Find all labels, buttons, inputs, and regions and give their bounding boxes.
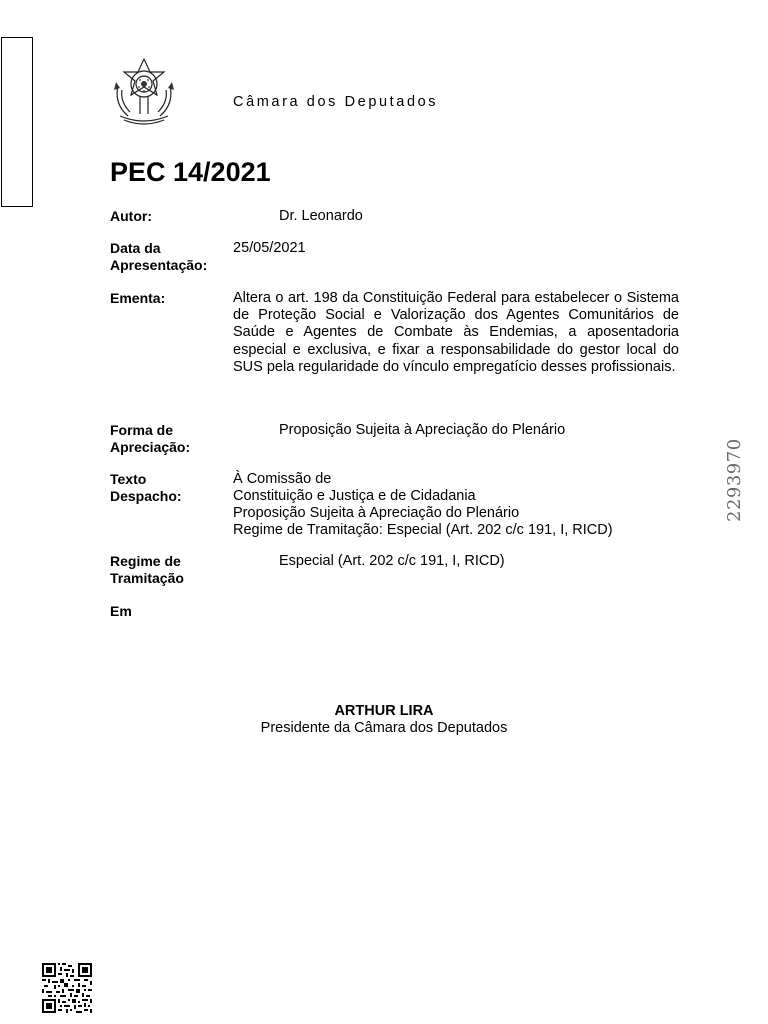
forma-label-line1: Forma de (110, 422, 174, 438)
data-value: 25/05/2021 (233, 240, 306, 256)
left-margin-stamp-box (1, 37, 33, 207)
despacho-line: Regime de Tramitação: Especial (Art. 202 c/c 191, I, RICD) (233, 522, 613, 538)
data-label (110, 240, 230, 274)
despacho-label (110, 471, 230, 505)
regime-label-line2: Tramitação (110, 570, 184, 586)
brazil-coat-of-arms-icon (110, 56, 178, 128)
autor-value: Dr. Leonardo (279, 208, 363, 224)
despacho-label-line1: Texto (110, 471, 147, 487)
qr-code-icon (42, 963, 92, 1013)
data-label-line2: Apresentação: (110, 257, 208, 273)
despacho-text (233, 471, 613, 539)
side-document-number: 2293970 (724, 438, 745, 522)
despacho-label-line2: Despacho: (110, 488, 182, 504)
regime-label (110, 553, 230, 587)
em-label: Em (110, 603, 132, 619)
ementa-label: Ementa: (110, 290, 166, 306)
data-label-line1: Data da (110, 240, 161, 256)
despacho-line: Constituição e Justiça e de Cidadania (233, 488, 476, 504)
forma-label-line2: Apreciação: (110, 439, 191, 455)
document-title: PEC 14/2021 (110, 157, 271, 187)
regime-value: Especial (Art. 202 c/c 191, I, RICD) (279, 553, 505, 569)
institution-name: Câmara dos Deputados (233, 94, 439, 110)
regime-label-line1: Regime de (110, 553, 181, 569)
signer-name: ARTHUR LIRA (334, 703, 434, 719)
despacho-line: Proposição Sujeita à Apreciação do Plenário (233, 505, 520, 521)
autor-label: Autor: (110, 208, 152, 224)
signer-role: Presidente da Câmara dos Deputados (260, 720, 508, 736)
forma-value: Proposição Sujeita à Apreciação do Plenário (279, 422, 566, 438)
ementa-text: Altera o art. 198 da Constituição Federal para estabelecer o Sistema de Proteção Social e Valorização dos Agentes Comunitários de Saúde e Agentes de Combate às Endemias, a aposentadoria especial e exclusiva, e fixar a responsabilidade do gestor local do SUS pela regularidade do vínculo empregatício desses profissionais. (233, 290, 679, 375)
forma-label (110, 422, 230, 456)
despacho-line: À Comissão de (233, 471, 332, 487)
